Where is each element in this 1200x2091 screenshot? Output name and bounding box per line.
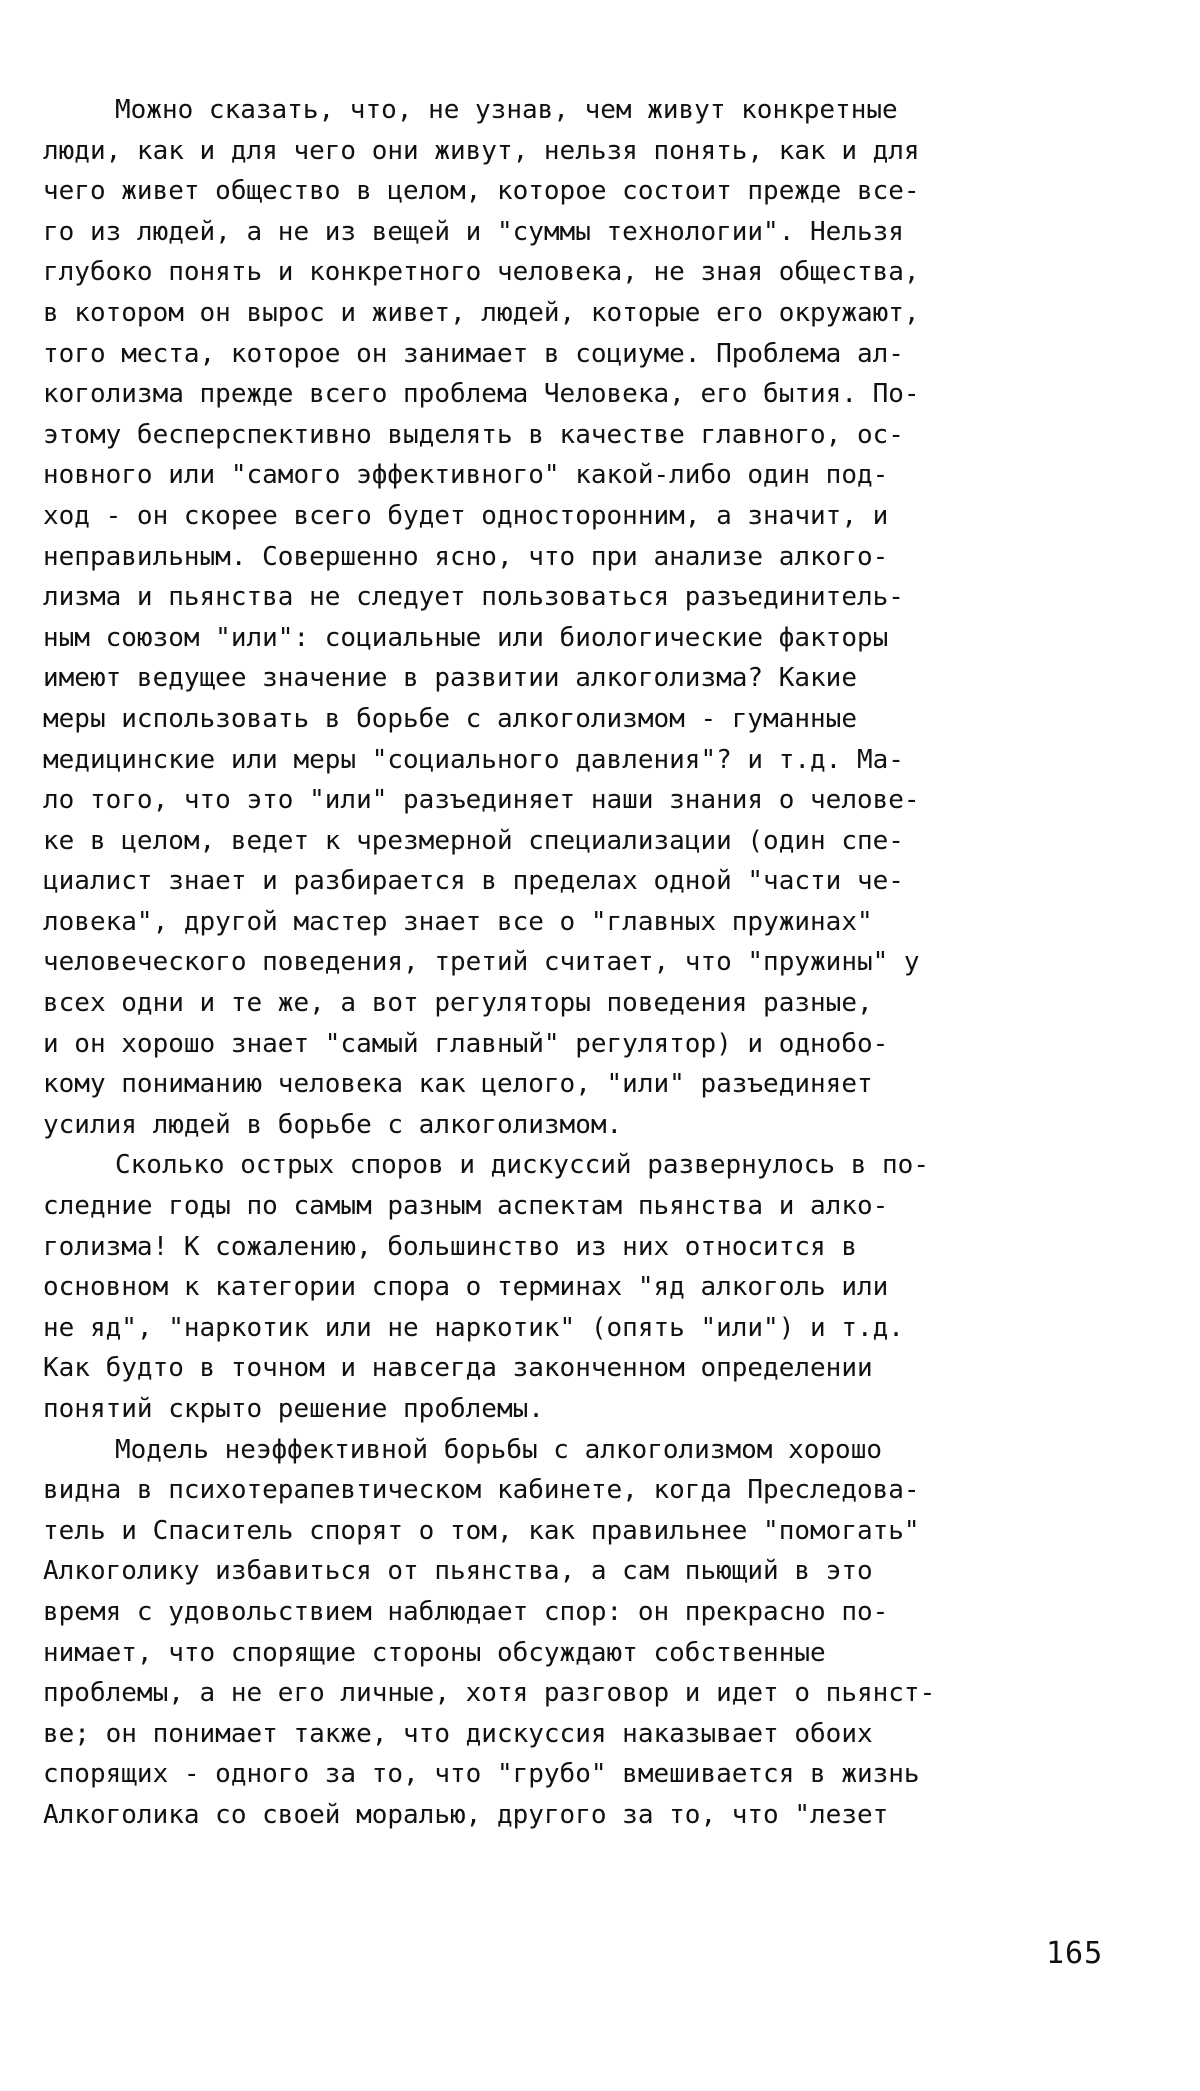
text-line: ход - он скорее всего будет односторонним, а значит, и: [43, 500, 889, 531]
text-line: меры использовать в борьбе с алкоголизмом - гуманные: [43, 703, 857, 734]
text-line: ло того, что это "или" разъединяет наши знания о челове-: [43, 785, 920, 816]
text-line: ве; он понимает также, что дискуссия наказывает обоих: [43, 1718, 873, 1749]
text-line: этому бесперспективно выделять в качестве главного, ос-: [43, 419, 904, 450]
text-line: и он хорошо знает "самый главный" регулятор) и однобо-: [43, 1028, 889, 1059]
text-line: медицинские или меры "социального давления"? и т.д. Ма-: [43, 744, 904, 775]
text-line: понятий скрыто решение проблемы.: [43, 1394, 544, 1424]
text-line: имеют ведущее значение в развитии алкоголизма? Какие: [43, 663, 857, 694]
text-line: проблемы, а не его личные, хотя разговор и идет о пьянст-: [43, 1678, 936, 1709]
text-line: люди, как и для чего они живут, нельзя понять, как и для: [43, 135, 920, 166]
text-line: глубоко понять и конкретного человека, не зная общества,: [43, 257, 920, 288]
text-line: следние годы по самым разным аспектам пьянства и алко-: [43, 1191, 889, 1222]
text-line: коголизма прежде всего проблема Человека, его бытия. По-: [43, 379, 920, 410]
paragraph-3: [43, 1430, 1123, 1836]
text-line: Модель неэффективной борьбы с алкоголизмом хорошо: [115, 1434, 883, 1465]
text-line: время с удовольствием наблюдает спор: он прекрасно по-: [43, 1596, 889, 1627]
text-line: го из людей, а не из вещей и "суммы технологии". Нельзя: [43, 216, 904, 247]
page-number: 165: [1046, 1936, 1104, 1971]
text-line: голизма! К сожалению, большинство из них относится в: [43, 1231, 857, 1262]
text-line: лизма и пьянства не следует пользоваться разъединитель-: [43, 582, 904, 613]
text-line: в котором он вырос и живет, людей, которые его окружают,: [43, 297, 920, 328]
text-line: циалист знает и разбирается в пределах одной "части че-: [43, 866, 904, 897]
text-line: основном к категории спора о терминах "яд алкоголь или: [43, 1272, 889, 1303]
text-line: чего живет общество в целом, которое состоит прежде все-: [43, 176, 920, 207]
paragraph-2: [43, 1145, 1123, 1429]
text-line: нимает, что спорящие стороны обсуждают собственные: [43, 1637, 826, 1668]
text-line: не яд", "наркотик или не наркотик" (опять "или") и т.д.: [43, 1312, 904, 1343]
body-text: [43, 90, 1123, 1836]
text-line: Можно сказать, что, не узнав, чем живут конкретные: [115, 95, 898, 125]
text-line: Алкоголику избавиться от пьянства, а сам пьющий в это: [43, 1556, 873, 1587]
text-line: ке в целом, ведет к чрезмерной специализации (один спе-: [43, 825, 904, 856]
text-line: человеческого поведения, третий считает, что "пружины" у: [43, 947, 920, 978]
text-line: того места, которое он занимает в социуме. Проблема ал-: [43, 338, 904, 369]
text-line: ловека", другой мастер знает все о "главных пружинах": [43, 906, 873, 937]
text-line: Алкоголика со своей моралью, другого за то, что "лезет: [43, 1799, 889, 1830]
text-line: Как будто в точном и навсегда законченном определении: [43, 1353, 873, 1384]
paragraph-1: [43, 90, 1123, 1145]
text-line: новного или "самого эффективного" какой-либо один под-: [43, 460, 889, 491]
text-line: тель и Спаситель спорят о том, как правильнее "помогать": [43, 1515, 920, 1546]
text-line: кому пониманию человека как целого, "или" разъединяет: [43, 1069, 873, 1100]
text-line: неправильным. Совершенно ясно, что при анализе алкого-: [43, 541, 889, 572]
text-line: усилия людей в борьбе с алкоголизмом.: [43, 1109, 623, 1140]
text-line: спорящих - одного за то, что "грубо" вмешивается в жизнь: [43, 1759, 920, 1790]
text-line: всех одни и те же, а вот регуляторы поведения разные,: [43, 988, 873, 1019]
text-line: ным союзом "или": социальные или биологические факторы: [43, 622, 889, 653]
text-line: Сколько острых споров и дискуссий развернулось в по-: [115, 1150, 929, 1181]
text-line: видна в психотерапевтическом кабинете, когда Преследова-: [43, 1475, 920, 1506]
